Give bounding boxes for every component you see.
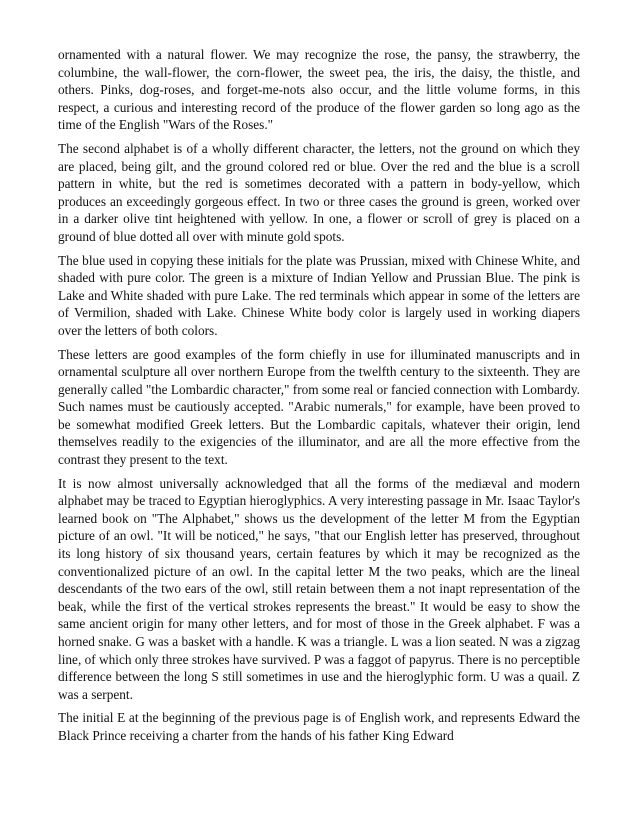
paragraph-plate-colors: The blue used in copying these initials for the plate was Prussian, mixed with Chinese White, and shaded with pure color. The green is a mixture of Indian Yellow and Prussian Blue. The pink is Lake and White shaded with pure Lake. The red terminals which appear in some of the letters are of Vermilion, shaded with Lake. Chinese White body color is largely used in working diapers over the letters of both colors. — [58, 252, 580, 338]
paragraph-initial-e: The initial E at the beginning of the previous page is of English work, and represents Edward the Black Prince receiving a charter from the hands of his father King Edward — [58, 710, 580, 743]
paragraph-second-alphabet: The second alphabet is of a wholly different character, the letters, not the ground on which they are placed, being gilt, and the ground colored red or blue. Over the red and the blue is a scroll pattern in white, but the red is sometimes decorated with a pattern in body-yellow, which produces an exceedingly gorgeous effect. In two or three cases the ground is green, worked over in a darker olive tint heightened with yellow. In one, a flower or scroll of grey is placed on a ground of blue dotted all over with minute gold spots. — [58, 140, 580, 244]
paragraph-flower-record: ornamented with a natural flower. We may recognize the rose, the pansy, the strawberry, the columbine, the wall-flower, the corn-flower, the sweet pea, the iris, the daisy, the thistle, and others. Pinks, dog-roses, and forget-me-nots also occur, and the little volume forms, in this respect, a curious and interesting record of the produce of the flower garden so long ago as the time of the English "Wars of the Roses." — [58, 47, 580, 133]
document-page — [58, 46, 580, 751]
paragraph-egyptian-origin: It is now almost universally acknowledged that all the forms of the mediæval and modern alphabet may be traced to Egyptian hieroglyphics. A very interesting passage in Mr. Isaac Taylor's learned book on "The Alphabet," shows us the development of the letter M from the Egyptian picture of an owl. "It will be noticed," he says, "that our English letter has preserved, throughout its long history of six thousand years, certain features by which it may be recognized as the conventionalized picture of an owl. In the capital letter M the two peaks, which are the lineal descendants of the two ears of the owl, still retain between them a not inapt representation of the beak, while the first of the vertical strokes represents the breast." It would be easy to show the same ancient origin for many other letters, and for most of those in the Greek alphabet. F was a horned snake. G was a basket with a handle. K was a triangle. L was a lion seated. N was a zigzag line, of which only three strokes have survived. P was a faggot of papyrus. There is no perceptible difference between the long S still sometimes in use and the hieroglyphic form. U was a quail. Z was a serpent. — [58, 475, 580, 702]
paragraph-lombardic-character: These letters are good examples of the form chiefly in use for illuminated manuscripts and in ornamental sculpture all over northern Europe from the twelfth century to the sixteenth. They are generally called "the Lombardic character," from some real or fancied connection with Lombardy. Such names must be cautiously accepted. "Arabic numerals," for example, have been proved to be somewhat modified Greek letters. But the Lombardic capitals, whatever their origin, lend themselves readily to the exigencies of the illuminator, and are all the more effective from the contrast they present to the text. — [58, 346, 580, 468]
